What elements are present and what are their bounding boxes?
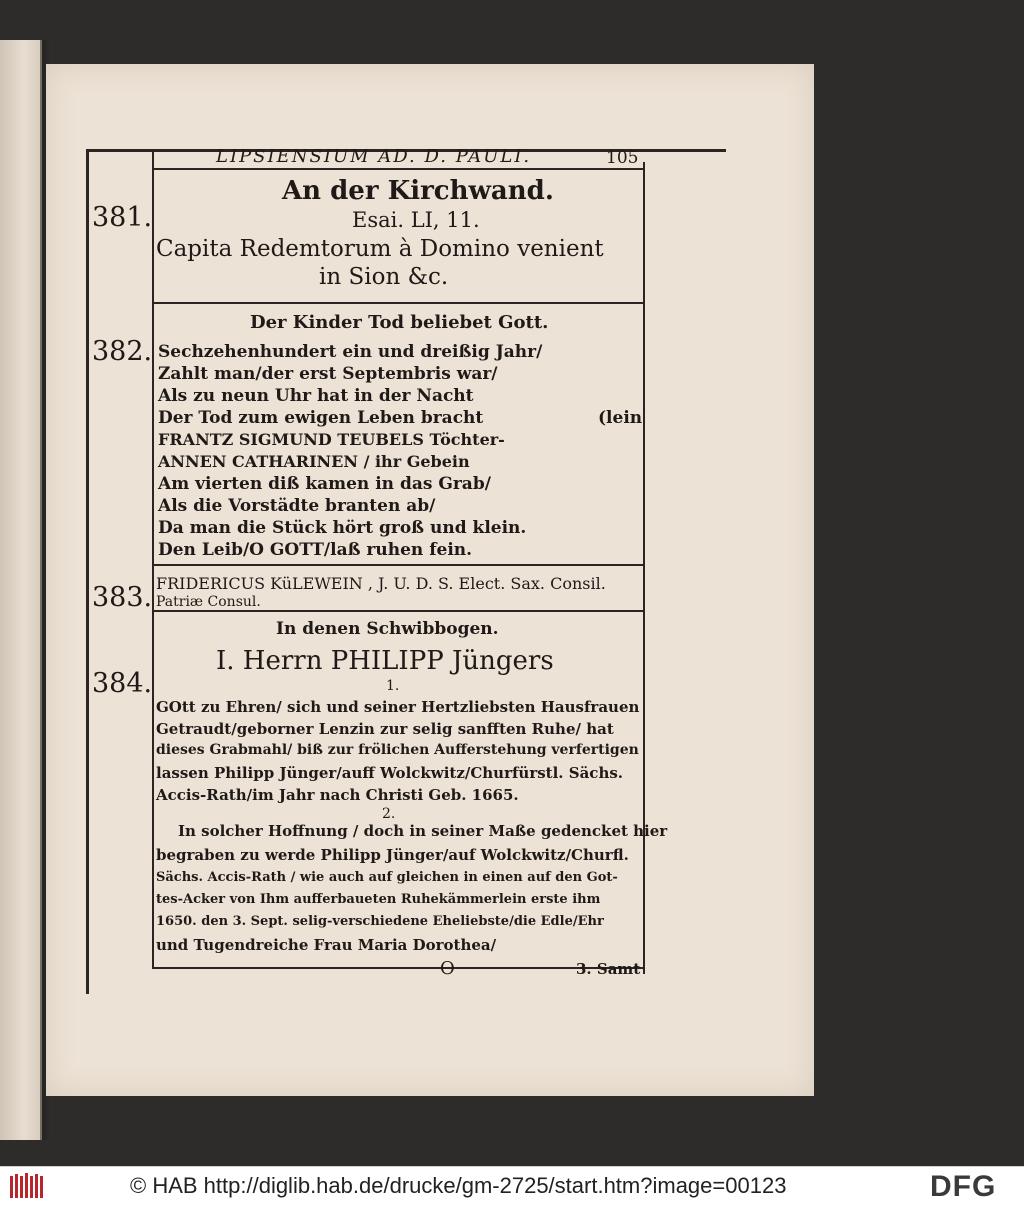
verse-line: Den Leib/O GOTT/laß ruhen fein. [158, 540, 473, 560]
page-number: 105 [606, 148, 639, 168]
previous-page-edge [0, 40, 42, 1140]
inscription-line: In solcher Hoffnung / doch in seiner Maße gedencket hier [178, 822, 668, 840]
running-title: LIPSIENSIUM AD. D. PAULI. [216, 146, 532, 167]
inscription-line: begraben zu werde Philipp Jünger/auf Wolckwitz/Churfl. [156, 846, 629, 864]
inscription-line: dieses Grabmahl/ biß zur frölichen Aufferstehung verfertigen [156, 742, 639, 758]
inscription-line: FRIDERICUS KüLEWEIN , J. U. D. S. Elect. Sax. Consil. [156, 574, 606, 593]
inscription-line: in Sion &c. [319, 264, 449, 290]
viewer-footer [0, 1166, 1024, 1205]
verse-line: Sechzehenhundert ein und dreißig Jahr/ [158, 342, 543, 362]
verse-line: Als zu neun Uhr hat in der Nacht [158, 386, 474, 406]
library-logo-icon [8, 1172, 48, 1200]
verse-line: FRANTZ SIGMUND TEUBELS Töchter- [158, 430, 505, 449]
catchword: 3. Samt [576, 960, 641, 978]
verse-line: Als die Vorstädte branten ab/ [158, 496, 436, 516]
frame-header-rule [154, 168, 644, 170]
verse-line: ANNEN CATHARINEN / ihr Gebein [158, 452, 470, 471]
verse-line: Der Tod zum ewigen Leben bracht [158, 408, 484, 428]
entry-title: I. Herrn PHILIPP Jüngers [216, 646, 554, 676]
inscription-line: 1650. den 3. Sept. selig-verschiedene Eheliebste/die Edle/Ehr [156, 914, 604, 929]
verse-line: Da man die Stück hört groß und klein. [158, 518, 527, 538]
verse-continuation: (lein [598, 408, 643, 428]
inscription-line: Sächs. Accis-Rath / wie auch auf gleichen in einen auf den Got- [156, 870, 618, 885]
entry-number: 384. [92, 668, 153, 699]
entry-heading: Der Kinder Tod beliebet Gott. [250, 312, 549, 333]
entry-divider-382 [154, 564, 644, 566]
inscription-line: Capita Redemtorum à Domino venient [156, 236, 604, 262]
section-marker: 1. [386, 678, 400, 694]
verse-line: Zahlt man/der erst Septembris war/ [158, 364, 498, 384]
frame-right [643, 162, 645, 974]
frame-bottom-rule [154, 967, 644, 969]
frame-left-inner [152, 149, 154, 969]
inscription-line: Patriæ Consul. [156, 594, 261, 610]
entry-number: 381. [92, 202, 153, 233]
entry-number: 383. [92, 582, 153, 613]
inscription-line: Getraudt/geborner Lenzin zur selig sanfften Ruhe/ hat [156, 720, 614, 738]
dfg-logo: DFG [930, 1170, 997, 1203]
inscription-line: und Tugendreiche Frau Maria Dorothea/ [156, 936, 497, 954]
section-marker: 2. [382, 806, 396, 822]
entry-reference: Esai. LI, 11. [352, 208, 480, 232]
entry-heading: In denen Schwibbogen. [276, 619, 499, 639]
signature-mark: O [440, 958, 455, 979]
entry-heading: An der Kirchwand. [282, 176, 554, 206]
entry-divider-381 [154, 302, 644, 304]
copyright-link[interactable]: © HAB http://diglib.hab.de/drucke/gm-2725/start.htm?image=00123 [130, 1173, 787, 1198]
verse-line: Am vierten diß kamen in das Grab/ [158, 474, 491, 494]
inscription-line: GOtt zu Ehren/ sich und seiner Hertzliebsten Hausfrauen [156, 698, 640, 716]
entry-divider-383 [154, 610, 644, 612]
book-page [46, 64, 814, 1096]
inscription-line: Accis-Rath/im Jahr nach Christi Geb. 1665. [156, 786, 519, 804]
inscription-line: lassen Philipp Jünger/auff Wolckwitz/Churfürstl. Sächs. [156, 764, 624, 782]
entry-number: 382. [92, 336, 153, 367]
inscription-line: tes-Acker von Ihm aufferbaueten Ruhekämmerlein erste ihm [156, 892, 601, 907]
frame-left-outer [86, 149, 89, 994]
